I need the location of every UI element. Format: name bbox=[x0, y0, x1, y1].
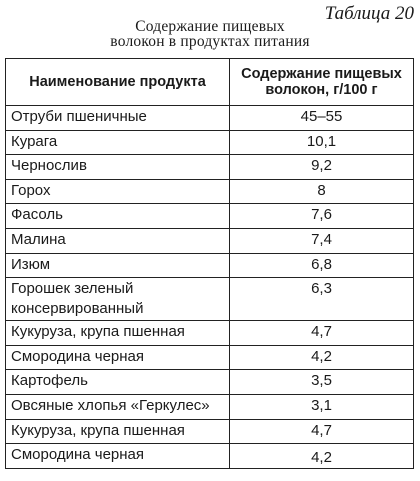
header-content-line-2: волокон, г/100 г bbox=[265, 82, 378, 98]
value-cell: 6,3 bbox=[230, 278, 414, 321]
product-cell: Изюм bbox=[6, 253, 230, 278]
value-cell: 8 bbox=[230, 179, 414, 204]
product-cell: Кукуруза, крупа пшенная bbox=[6, 321, 230, 346]
value-cell: 45–55 bbox=[230, 106, 414, 131]
product-cell: Картофель bbox=[6, 370, 230, 395]
product-cell: Кукуруза, крупа пшенная bbox=[6, 419, 230, 444]
product-cell bbox=[6, 278, 230, 321]
table-row bbox=[6, 419, 414, 444]
table-row bbox=[6, 130, 414, 155]
value-cell: 7,6 bbox=[230, 204, 414, 229]
table-number: Таблица 20 bbox=[324, 3, 414, 24]
table-row bbox=[6, 394, 414, 419]
value-cell: 4,2 bbox=[230, 444, 414, 469]
product-cell: Смородина черная bbox=[6, 345, 230, 370]
header-content bbox=[230, 59, 414, 106]
table-row bbox=[6, 204, 414, 229]
table-row bbox=[6, 228, 414, 253]
table-row bbox=[6, 253, 414, 278]
table-row bbox=[6, 370, 414, 395]
product-line-2: консервированный bbox=[11, 300, 144, 318]
table-caption bbox=[0, 19, 420, 49]
product-cell: Фасоль bbox=[6, 204, 230, 229]
product-line-1: Горошек зеленый bbox=[11, 280, 134, 298]
value-cell: 4,7 bbox=[230, 321, 414, 346]
table-header-row bbox=[6, 59, 414, 106]
value-cell: 10,1 bbox=[230, 130, 414, 155]
caption-line-2: волокон в продуктах питания bbox=[110, 33, 310, 50]
header-product: Наименование продукта bbox=[6, 59, 230, 106]
table-row bbox=[6, 179, 414, 204]
value-cell: 3,5 bbox=[230, 370, 414, 395]
caption-line-1: Содержание пищевых bbox=[135, 18, 285, 35]
table-row bbox=[6, 321, 414, 346]
table-row bbox=[6, 345, 414, 370]
table-row bbox=[6, 106, 414, 131]
value-cell: 6,8 bbox=[230, 253, 414, 278]
value-cell: 4,2 bbox=[230, 345, 414, 370]
value-cell: 3,1 bbox=[230, 394, 414, 419]
table-row bbox=[6, 155, 414, 180]
product-cell: Чернослив bbox=[6, 155, 230, 180]
fiber-content-table bbox=[5, 58, 414, 469]
product-cell: Курага bbox=[6, 130, 230, 155]
value-cell: 7,4 bbox=[230, 228, 414, 253]
value-cell: 9,2 bbox=[230, 155, 414, 180]
product-cell: Горох bbox=[6, 179, 230, 204]
header-content-line-1: Содержание пищевых bbox=[241, 66, 402, 82]
value-cell: 4,7 bbox=[230, 419, 414, 444]
product-cell: Смородина черная bbox=[6, 444, 230, 469]
table-row bbox=[6, 278, 414, 321]
product-cell: Малина bbox=[6, 228, 230, 253]
table-row bbox=[6, 444, 414, 469]
product-cell: Отруби пшеничные bbox=[6, 106, 230, 131]
product-cell: Овсяные хлопья «Геркулес» bbox=[6, 394, 230, 419]
